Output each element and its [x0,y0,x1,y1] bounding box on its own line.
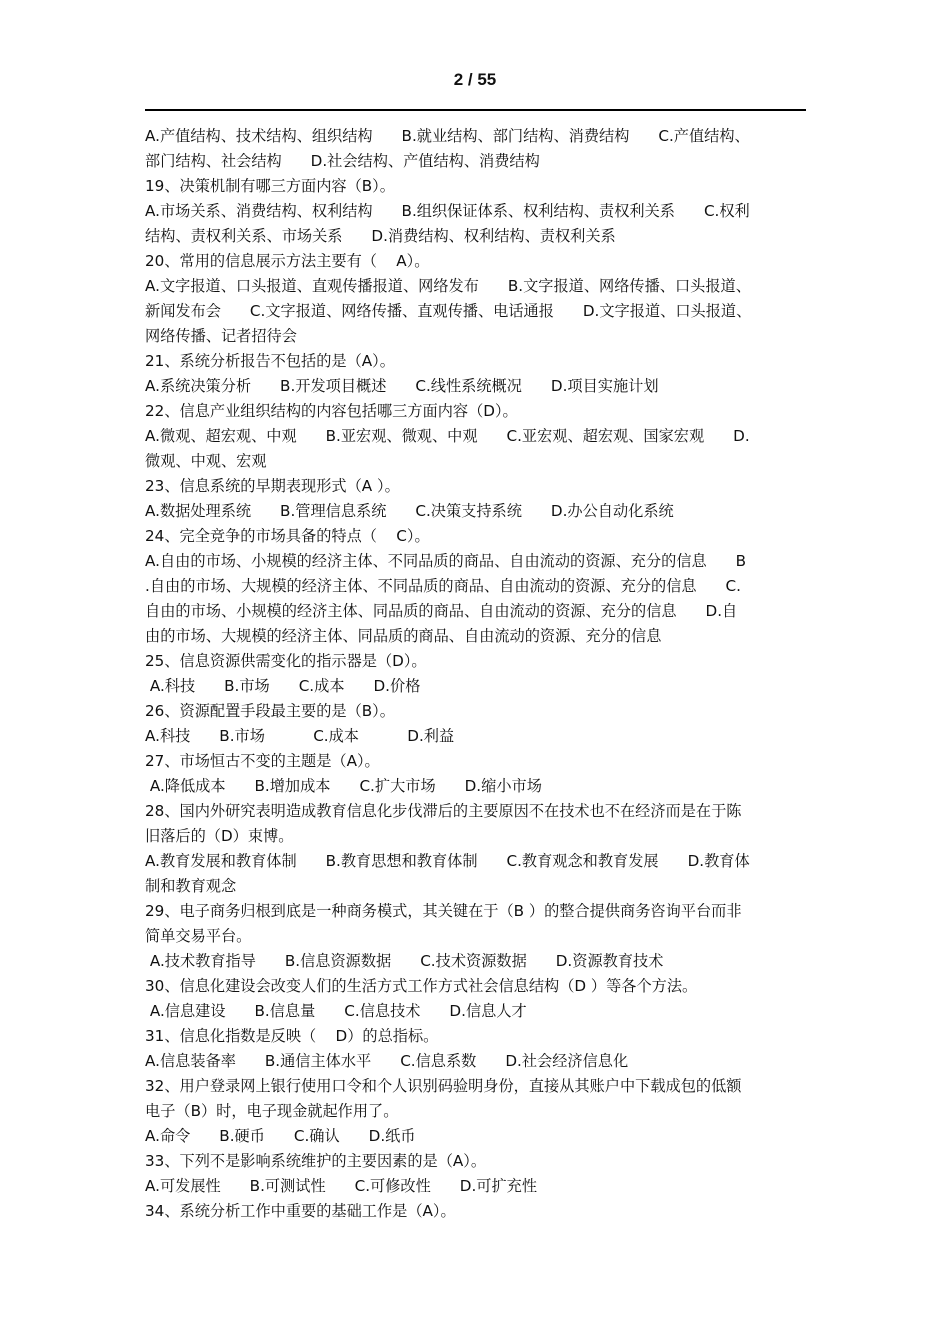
text-line: A.可发展性 B.可测试性 C.可修改性 D.可扩充性 [145,1177,538,1195]
text-line: A.系统决策分析 B.开发项目概述 C.线性系统概况 D.项目实施计划 [145,377,659,395]
text-line: A.市场关系、消费结构、权利结构 B.组织保证体系、权利结构、责权利关系 C.权利 [145,202,750,220]
question-line: 19、决策机制有哪三方面内容（B）。 [145,177,395,195]
text-line: 旧落后的（D）束博。 [145,827,294,845]
text-line: A.教育发展和教育体制 B.教育思想和教育体制 C.教育观念和教育发展 D.教育体 [145,852,750,870]
text-line: A.数据处理系统 B.管理信息系统 C.决策支持系统 D.办公自动化系统 [145,502,674,520]
question-line: 31、信息化指数是反映（ D）的总指标。 [145,1027,439,1045]
text-line: A.微观、超宏观、中观 B.亚宏观、微观、中观 C.亚宏观、超宏观、国家宏观 D. [145,427,750,445]
question-line: 33、下列不是影响系统维护的主要因素的是（A）。 [145,1152,487,1170]
header-divider [145,109,806,111]
text-line: A.技术教育指导 B.信息资源数据 C.技术资源数据 D.资源教育技术 [145,952,664,970]
text-line: .自由的市场、大规模的经济主体、不同品质的商品、自由流动的资源、充分的信息 C. [145,577,741,595]
text-line: A.命令 B.硬币 C.确认 D.纸币 [145,1127,416,1145]
text-line: 网络传播、记者招待会 [145,327,297,345]
question-line: 29、电子商务归根到底是一种商务模式，其关键在于（B ）的整合提供商务咨询平台而非 [145,902,742,920]
text-line: A.产值结构、技术结构、组织结构 B.就业结构、部门结构、消费结构 C.产值结构、 [145,127,750,145]
text-line: 简单交易平台。 [145,927,252,945]
text-line: A.科技 B.市场 C.成本 D.利益 [145,727,455,745]
question-line: 20、常用的信息展示方法主要有（ A）。 [145,252,430,270]
text-line: A.自由的市场、小规模的经济主体、不同品质的商品、自由流动的资源、充分的信息 B [145,552,747,570]
text-line: A.信息建设 B.信息量 C.信息技术 D.信息人才 [145,1002,527,1020]
document-body [145,124,810,1224]
question-line: 24、完全竞争的市场具备的特点（ C）。 [145,527,430,545]
question-line: 26、资源配置手段最主要的是（B）。 [145,702,395,720]
text-line: 由的市场、大规模的经济主体、同品质的商品、自由流动的资源、充分的信息 [145,627,662,645]
text-line: A.科技 B.市场 C.成本 D.价格 [145,677,421,695]
question-line: 30、信息化建设会改变人们的生活方式工作方式社会信息结构（D ）等各个方法。 [145,977,698,995]
question-line: 34、系统分析工作中重要的基础工作是（A）。 [145,1202,456,1220]
question-line: 32、用户登录网上银行使用口令和个人识别码验明身份，直接从其账户中下载成包的低额 [145,1077,742,1095]
text-line: 自由的市场、小规模的经济主体、同品质的商品、自由流动的资源、充分的信息 D.自 [145,602,738,620]
question-line: 28、国内外研究表明造成教育信息化步伐滞后的主要原因不在技术也不在经济而是在于陈 [145,802,742,820]
question-line: 23、信息系统的早期表现形式（A ）。 [145,477,400,495]
question-line: 27、市场恒古不变的主题是（A）。 [145,752,380,770]
text-line: A.降低成本 B.增加成本 C.扩大市场 D.缩小市场 [145,777,542,795]
text-line: 部门结构、社会结构 D.社会结构、产值结构、消费结构 [145,152,540,170]
text-line: 微观、中观、宏观 [145,452,267,470]
text-line: A.文字报道、口头报道、直观传播报道、网络发布 B.文字报道、网络传播、口头报道、 [145,277,751,295]
question-line: 21、系统分析报告不包括的是（A）。 [145,352,395,370]
question-line: 25、信息资源供需变化的指示器是（D）。 [145,652,427,670]
text-line: 结构、责权利关系、市场关系 D.消费结构、权利结构、责权利关系 [145,227,616,245]
text-line: 制和教育观念 [145,877,237,895]
page-number: 2 / 55 [453,70,497,89]
question-line: 22、信息产业组织结构的内容包括哪三方面内容（D）。 [145,402,518,420]
text-line: A.信息装备率 B.通信主体水平 C.信息系数 D.社会经济信息化 [145,1052,629,1070]
text-line: 电子（B）时，电子现金就起作用了。 [145,1102,399,1120]
text-line: 新闻发布会 C.文字报道、网络传播、直观传播、电话通报 D.文字报道、口头报道、 [145,302,752,320]
